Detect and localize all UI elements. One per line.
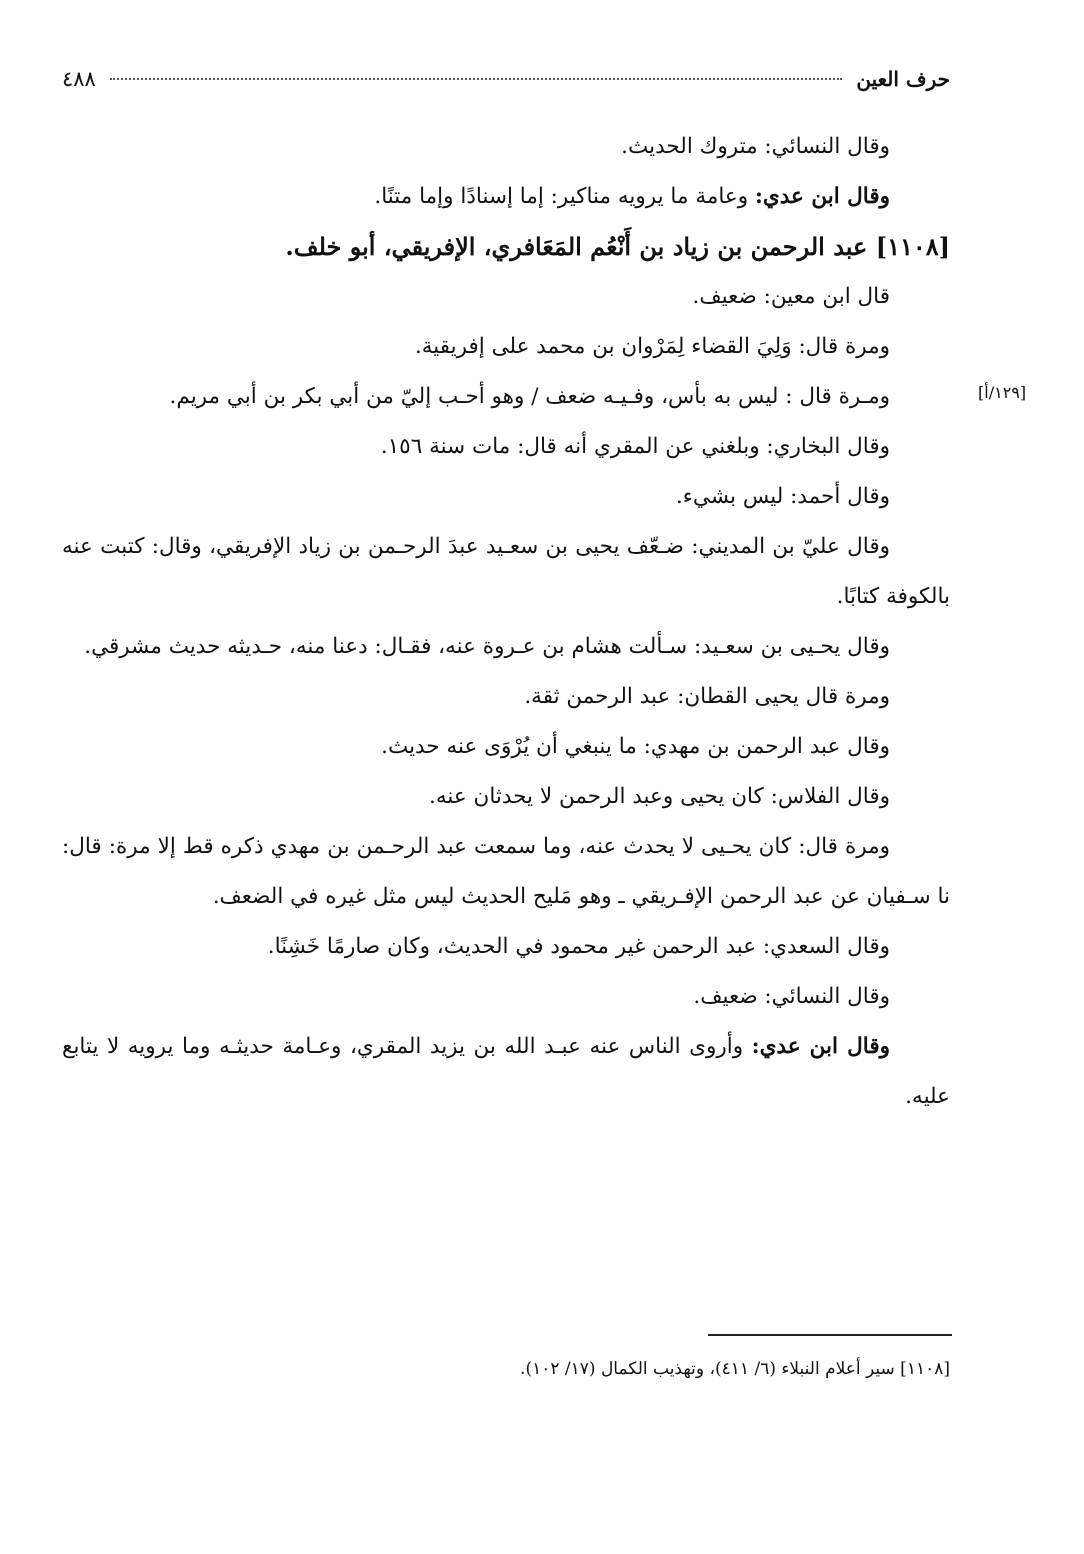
entry-heading: [١١٠٨] عبد الرحمن بن زياد بن أَنْعُم المَعَافري، الإفريقي، أبو خلف. [285,232,950,261]
paragraph: ومرة قال يحيى القطان: عبد الرحمن ثقة. [524,684,890,709]
paragraph: وقال البخاري: وبلغني عن المقري أنه قال: مات سنة ١٥٦. [380,434,890,459]
paragraph [62,172,950,222]
paragraph: وقال النسائي: ضعيف. [693,984,890,1009]
paragraph: وقال يحـيى بن سعـيد: سـألت هشام بن عـروة عنه، فقـال: دعنا منه، حـديثه حديث مشرقي. [84,634,890,659]
paragraph: ومرة قال: وَلِيَ القضاء لِمَرْوان بن محمد على إفريقية. [414,334,890,359]
manuscript-folio-note: [١٢٩/أ] [978,383,1027,402]
paragraph: ومرة قال: كان يحـيى لا يحدث عنه، وما سمعت عبد الرحـمن بن مهدي ذكره قط إلا مرة: قال: نا سـفيان عن عبد الرحمن الإفـريقي ـ وهو مَليح الحديث ليس مثل غيره في الضعف. [62,834,950,909]
footnote: [١١٠٨] سير أعلام النبلاء (٦/ ٤١١)، وتهذيب الكمال (١٧/ ١٠٢). [520,1359,950,1379]
paragraph: وقال السعدي: عبد الرحمن غير محمود في الحديث، وكان صارمًا خَشِنًا. [267,934,890,959]
paragraph-text: وأروى الناس عنه عبـد الله بن يزيد المقري، وعـامة حديثـه وما يرويه لا يتابع عليه. [62,1034,950,1109]
speaker-label: وقال ابن عدي: [754,184,890,209]
paragraph: قال ابن معين: ضعيف. [692,284,890,309]
paragraph: وقال عليّ بن المديني: ضـعّف يحيى بن سعـيد عبدَ الرحـمن بن زياد الإفريقي، وقال: كتبت عنه بالكوفة كتابًا. [62,534,950,609]
footnote-separator [708,1334,952,1336]
paragraph: وقال النسائي: متروك الحديث. [621,134,890,159]
header-dotted-rule [110,78,843,80]
speaker-label: وقال ابن عدي: [751,1034,890,1059]
paragraph: وقال أحمد: ليس بشيء. [675,484,890,509]
page-number: ٤٨٨ [62,67,96,91]
paragraph: وقال الفلاس: كان يحيى وعبد الرحمن لا يحدثان عنه. [429,784,890,809]
paragraph: وقال عبد الرحمن بن مهدي: ما ينبغي أن يُرْوَى عنه حديث. [381,734,890,759]
paragraph [62,1022,950,1122]
paragraph: ومـرة قال : ليس به بأس، وفـيـه ضعف / وهو أحـب إليّ من أبي بكر بن أبي مريم. [169,384,890,409]
paragraph-text: وعامة ما يرويه مناكير: إما إسنادًا وإما متنًا. [374,184,755,209]
running-header [62,62,950,96]
chapter-title: حرف العين [856,67,950,91]
main-text [62,122,950,1122]
